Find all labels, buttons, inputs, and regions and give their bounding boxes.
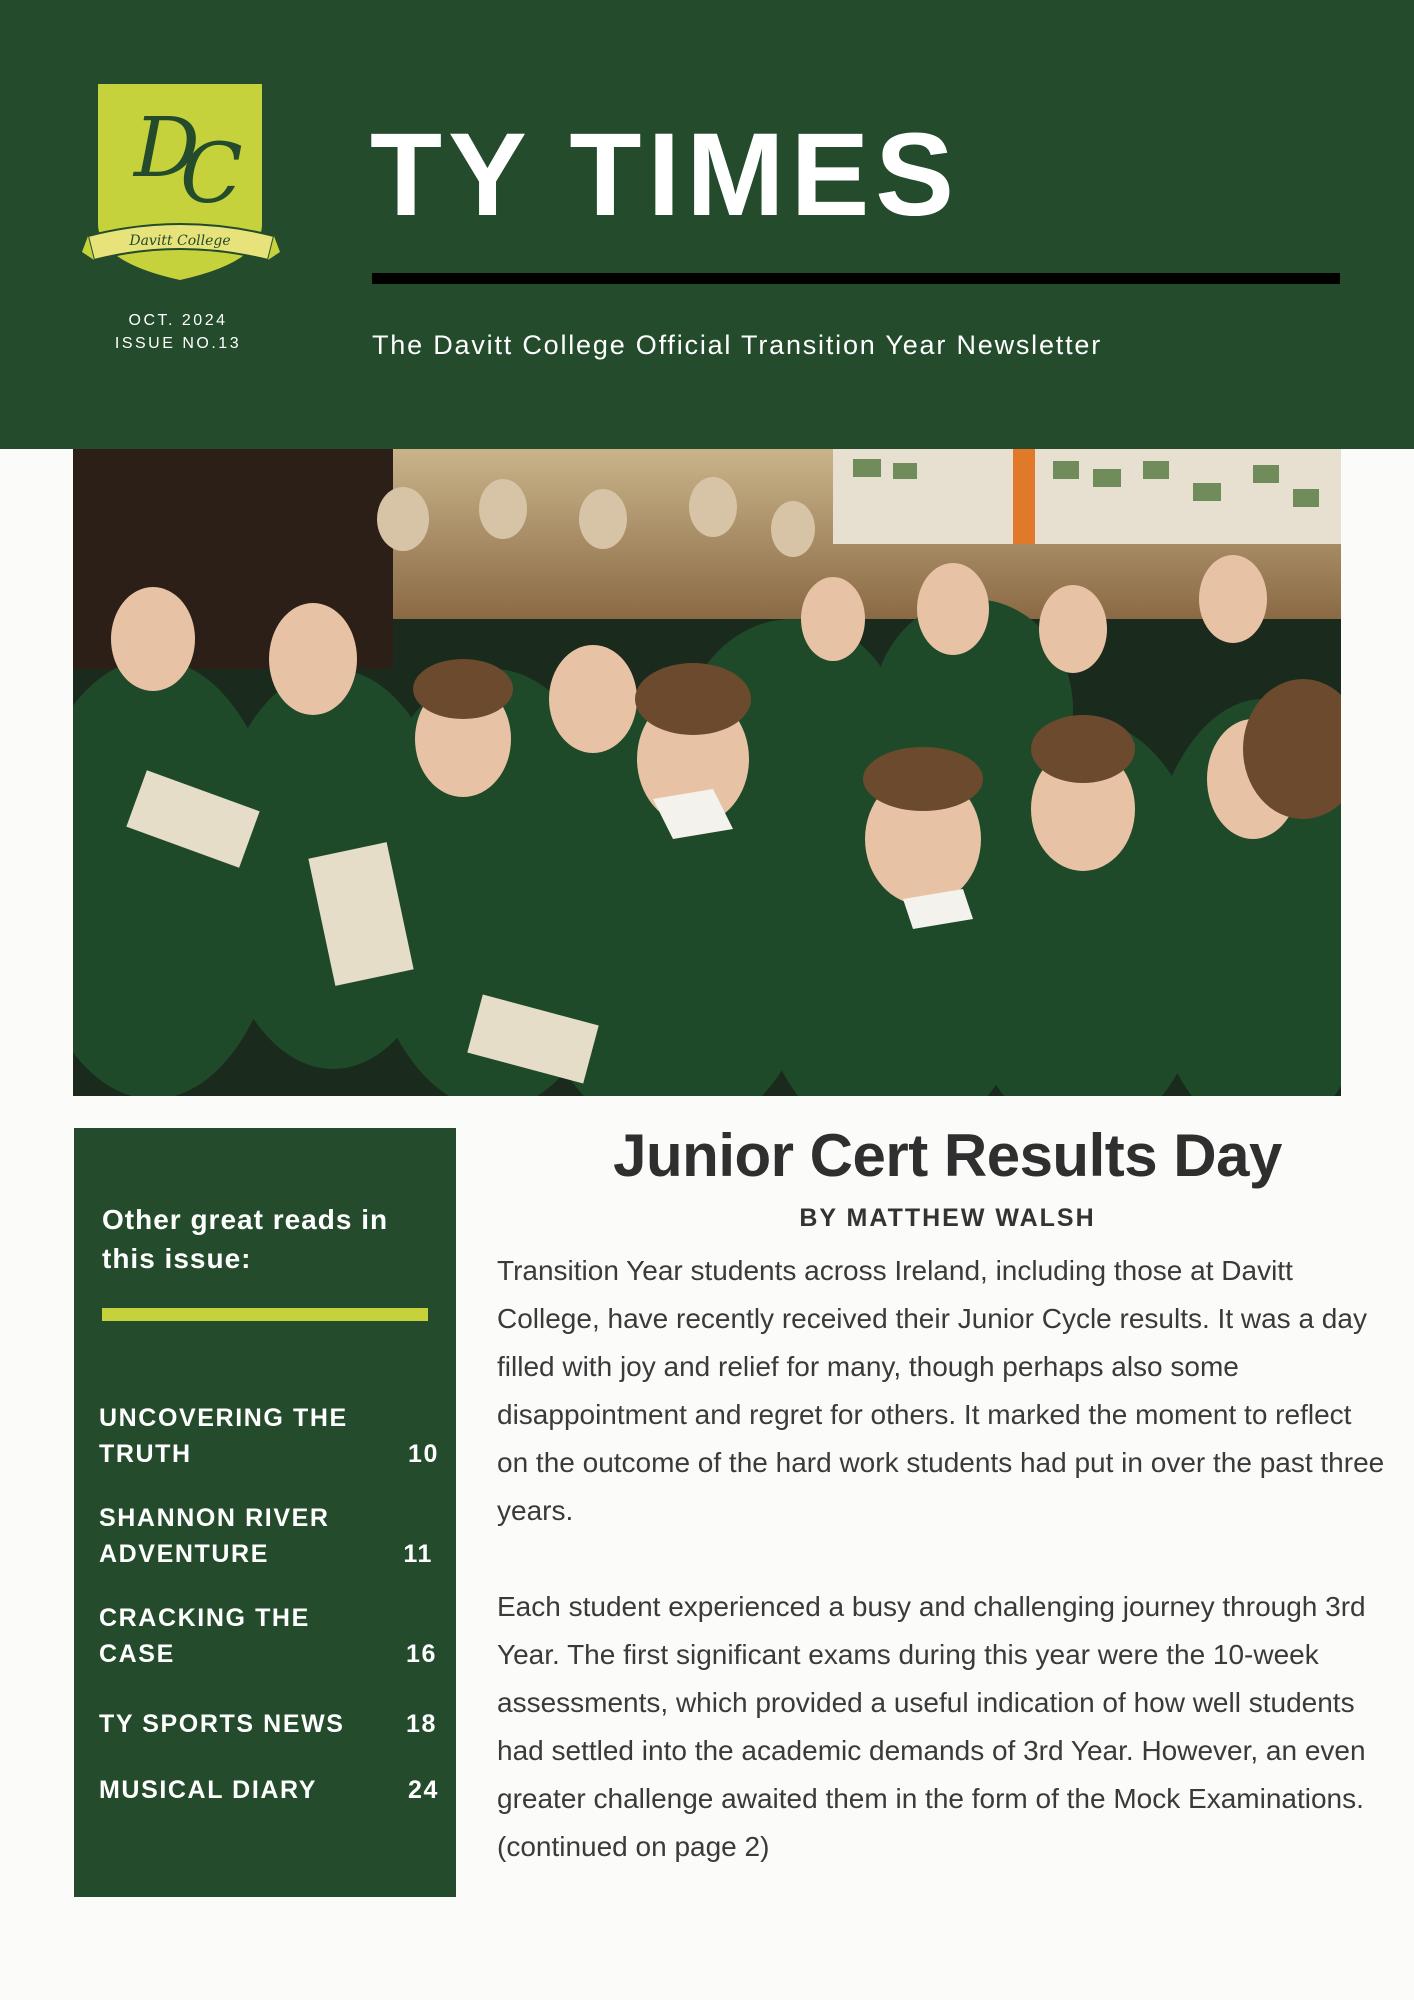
svg-text:Davitt College: Davitt College (129, 233, 231, 249)
article-title: Junior Cert Results Day (613, 1122, 1282, 1189)
toc-item-page: 18 (405, 1710, 437, 1738)
toc-item-title: MUSICAL DIARY (99, 1776, 318, 1804)
toc-item-title: TY SPORTS NEWS (99, 1710, 345, 1738)
newsletter-title: TY TIMES (370, 109, 961, 241)
toc-item-title: UNCOVERING THE TRUTH (99, 1404, 348, 1468)
toc-item-page: 16 (405, 1640, 437, 1668)
toc-item-title: SHANNON RIVER ADVENTURE (99, 1504, 330, 1568)
toc-item-page: 10 (407, 1440, 439, 1468)
issue-date: OCT. 2024 (128, 312, 228, 329)
article-paragraph: Transition Year students across Ireland, including those at Davitt College, have recently received their Junior Cycle results. It was a day filled with joy and relief for many, though perhaps also some disappointment and regret for others. It marked the moment to reflect on the outcome of the hard work students had put in over the past three years. (497, 1255, 1385, 1526)
sidebar-other-reads (74, 1128, 456, 1897)
masthead (0, 0, 1414, 449)
article-paragraph: Each student experienced a busy and challenging journey through 3rd Year. The first significant exams during this year were the 10-week assessments, which provided a useful indication of how well students had settled into the academic demands of 3rd Year. However, an even greater challenge awaited them in the form of the Mock Examinations. (continued on page 2) (497, 1591, 1366, 1862)
issue-number: ISSUE NO.13 (114, 335, 242, 352)
college-crest-logo (82, 84, 282, 290)
article-byline: BY MATTHEW WALSH (799, 1204, 1096, 1232)
toc-item-ty-sports-news[interactable] (99, 1706, 439, 1742)
article-body (497, 1247, 1387, 1871)
toc-item-shannon-river-adventure[interactable] (99, 1500, 439, 1572)
sidebar-heading: Other great reads in this issue: (102, 1204, 389, 1274)
toc-item-uncovering-the-truth[interactable] (99, 1400, 439, 1472)
toc-item-title: CRACKING THE CASE (99, 1604, 310, 1668)
toc-item-musical-diary[interactable] (99, 1772, 439, 1808)
svg-text:C: C (180, 127, 243, 222)
toc-item-page: 11 (403, 1540, 433, 1568)
title-divider (372, 273, 1340, 284)
toc-item-cracking-the-case[interactable] (99, 1600, 439, 1672)
newsletter-subtitle: The Davitt College Official Transition Year Newsletter (372, 330, 1102, 360)
hero-photo-students (73, 449, 1341, 1096)
svg-text:D: D (134, 101, 200, 196)
sidebar-divider (102, 1308, 428, 1321)
toc-item-page: 24 (407, 1776, 439, 1804)
